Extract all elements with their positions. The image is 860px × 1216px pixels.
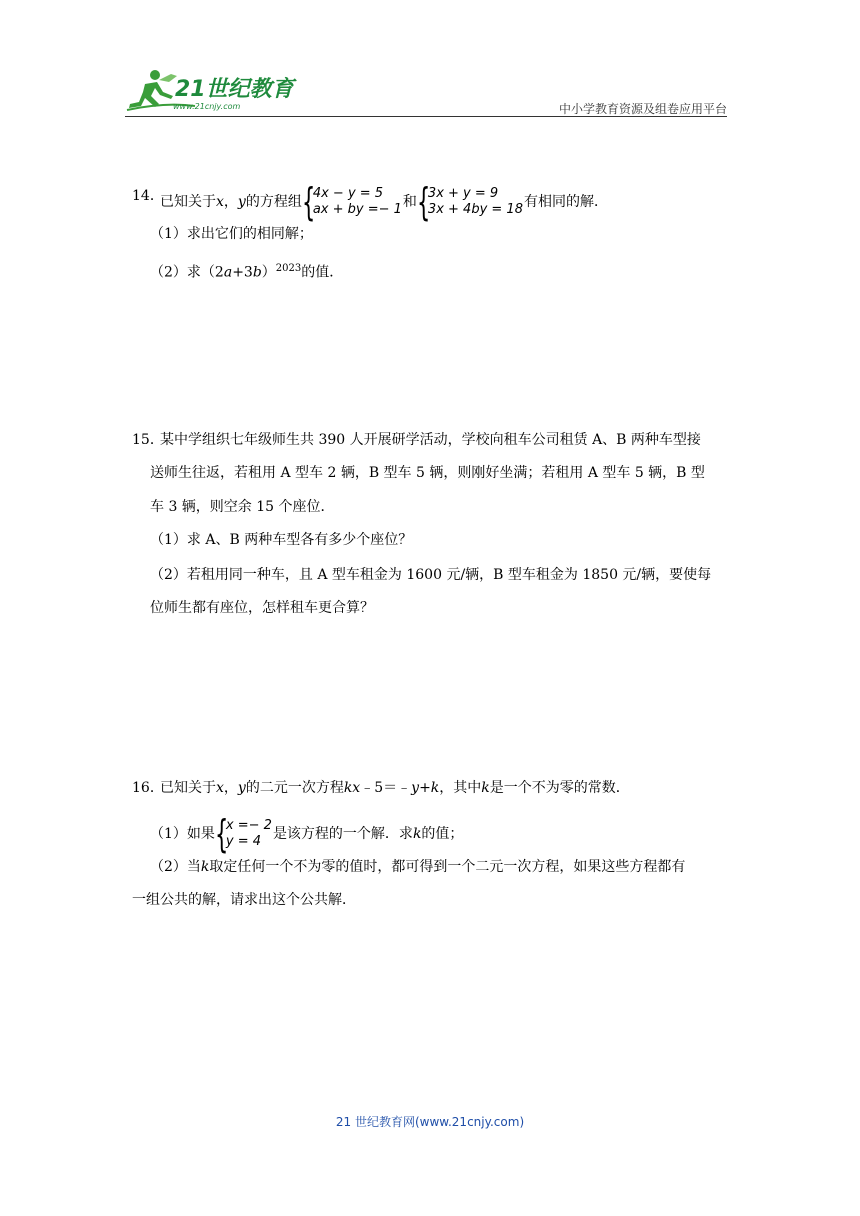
q16-p1-post: 的值；	[421, 826, 464, 842]
q14-system-1: { 4x − y = 5 ax + by =− 1	[301, 180, 402, 224]
q14-var-y: y	[237, 194, 246, 210]
q14-p2-b: b	[252, 264, 262, 281]
q16-var-x: x	[216, 780, 224, 796]
q16-eq-plus: +	[419, 780, 431, 796]
q15-part2-line2: 位师生都有座位，怎样租车更合算？	[150, 600, 374, 616]
q16-eq-y: y	[411, 780, 420, 796]
q14-sys1-row1: 4x − y = 5	[312, 186, 384, 201]
q16-sys-row1: x =− 2	[225, 818, 272, 833]
page-footer: 21 世纪教育网(www.21cnjy.com)	[335, 1115, 525, 1129]
q14-text-pre: 已知关于	[160, 194, 216, 210]
q16-p1-mid: 是该方程的一个解．求	[272, 826, 413, 842]
q16-pre: 已知关于	[160, 780, 216, 796]
q14-part2	[150, 259, 343, 283]
header-rule	[125, 116, 727, 117]
q14-p2-close: ）	[261, 264, 276, 281]
q16-p2-pre: （2）当	[150, 859, 201, 875]
q15-line2: 送师生往返，若租用 A 型车 2 辆，B 型车 5 辆，则刚好坐满；若租用 A 型车 5 辆，B 型	[150, 465, 705, 481]
q16-number: 16．	[132, 780, 164, 796]
q14-p2-post: 的值．	[301, 264, 344, 281]
q14-system-2: { 3x + y = 9 3x + 4by = 18	[416, 180, 523, 224]
q14-part1: （1）求出它们的相同解；	[150, 226, 313, 242]
q15-line3: 车 3 辆，则空余 15 个座位．	[150, 499, 335, 515]
q14-p2-pre: （2）求（2	[150, 264, 224, 281]
q14-sys2-row1: 3x + y = 9	[427, 186, 499, 201]
q14-and: 和	[402, 194, 417, 210]
q16-p2-post: 取定任何一个不为零的值时，都可得到一个二元一次方程，如果这些方程都有	[209, 859, 686, 875]
q14-stem	[160, 180, 608, 224]
q16-p1-k: k	[412, 826, 422, 842]
q16-part2-line1	[150, 857, 685, 877]
q16-p2-k: k	[200, 859, 210, 875]
q14-sys1-row2: ax + by =− 1	[312, 202, 402, 217]
q16-eq-mid: ﹣5＝﹣	[360, 780, 412, 796]
q14-text-mid: 的方程组	[245, 194, 302, 210]
q16-stem	[160, 778, 630, 798]
q14-p2-plus: +3	[232, 264, 253, 281]
q15-part1: （1）求 A、B 两种车型各有多少个座位？	[150, 532, 413, 548]
page-header	[125, 66, 727, 116]
q16-eq-k: k	[430, 780, 440, 796]
header-platform-name: 中小学教育资源及组卷应用平台	[558, 102, 727, 116]
q16-k: k	[481, 780, 490, 796]
q15-number: 15．	[132, 432, 164, 448]
logo-url: www.21cnjy.com	[173, 102, 241, 111]
q16-post2: 是一个不为零的常数．	[489, 780, 630, 796]
q16-system: { x =− 2 y = 4	[214, 812, 272, 856]
q14-p2-a: a	[223, 264, 233, 281]
q14-sep: ，	[223, 194, 238, 210]
q16-var-y: y	[237, 780, 246, 796]
logo-21cnjy	[125, 66, 305, 114]
q14-sys2-row2: 3x + 4by = 18	[427, 202, 523, 217]
q14-p2-exponent: 2023	[275, 263, 302, 274]
q15-part2-line1: （2）若租用同一种车，且 A 型车租金为 1600 元/辆，B 型车租金为 1850 元/辆，要使每	[150, 567, 712, 583]
q16-sys-row2: y = 4	[225, 834, 262, 849]
logo-text: 21世纪教育	[175, 77, 294, 102]
q14-number: 14．	[132, 188, 164, 204]
q16-sep: ，	[223, 780, 238, 796]
q15-line1: 某中学组织七年级师生共 390 人开展研学活动，学校向租车公司租赁 A、B 两种车型接	[160, 432, 701, 448]
q16-p1-pre: （1）如果	[150, 826, 215, 842]
q14-var-x: x	[216, 194, 224, 210]
q16-post1: ，其中	[439, 780, 482, 796]
q16-part1	[150, 812, 464, 856]
q16-mid: 的二元一次方程	[245, 780, 344, 796]
q14-text-post: 有相同的解．	[523, 194, 608, 210]
q16-eq-kx: kx	[343, 780, 361, 796]
q16-part2-line2: 一组公共的解，请求出这个公共解．	[132, 892, 356, 908]
